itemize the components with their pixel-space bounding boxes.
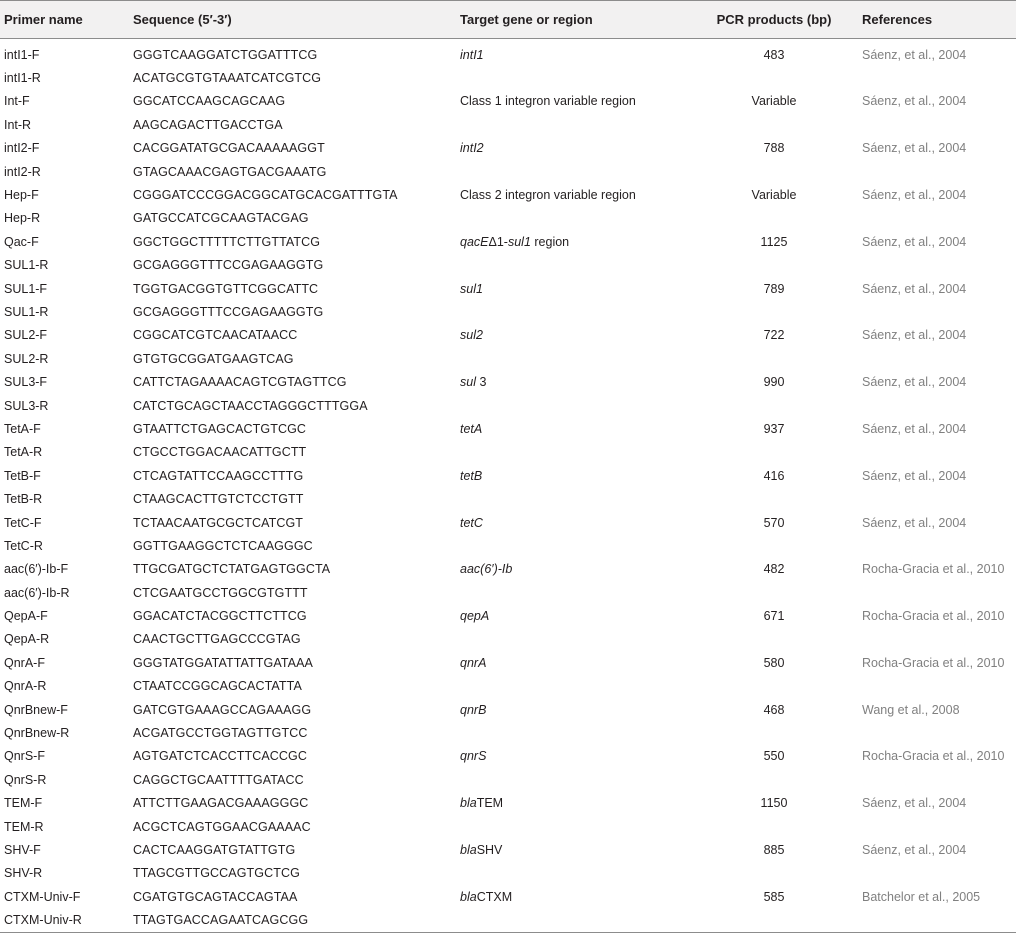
reference-cell xyxy=(858,487,1016,510)
target-cell xyxy=(456,908,690,932)
reference-cell xyxy=(858,441,1016,464)
reference-cell: Rocha-Gracia et al., 2010 xyxy=(862,655,1005,670)
pcr-product-cell xyxy=(690,815,858,838)
reference-cell: Rocha-Gracia et al., 2010 xyxy=(862,749,1005,764)
primer-name-cell: Int-R xyxy=(4,117,32,132)
sequence-cell: CATCTGCAGCTAACCTAGGGCTTTGGA xyxy=(133,398,368,413)
target-cell xyxy=(456,838,690,861)
primer-name-cell: SUL1-R xyxy=(4,304,49,319)
reference-cell xyxy=(858,347,1016,370)
primer-name-cell: SUL2-F xyxy=(4,328,48,343)
reference-cell: Sáenz, et al., 2004 xyxy=(862,281,967,296)
primer-name-cell: QnrA-R xyxy=(4,679,47,694)
reference-cell xyxy=(858,66,1016,89)
sequence-cell: CATTCTAGAAAACAGTCGTAGTTCG xyxy=(133,375,347,390)
table-row xyxy=(0,675,1016,698)
sequence-cell: GATCGTGAAAGCCAGAAAGG xyxy=(133,702,312,717)
pcr-product-cell xyxy=(690,534,858,557)
target-text: qnrA xyxy=(460,655,487,670)
target-text: SHV xyxy=(476,842,503,857)
sequence-cell: CGATGTGCAGTACCAGTAA xyxy=(133,889,298,904)
pcr-product-cell xyxy=(690,254,858,277)
reference-cell: Sáenz, et al., 2004 xyxy=(862,375,967,390)
target-cell xyxy=(456,464,690,487)
reference-cell xyxy=(858,862,1016,885)
sequence-cell: TTAGCGTTGCCAGTGCTCG xyxy=(133,866,300,881)
sequence-cell: CTAATCCGGCAGCACTATTA xyxy=(133,679,302,694)
table-row xyxy=(0,885,1016,908)
pcr-product-cell: 580 xyxy=(763,655,785,670)
header-sequence: Sequence (5′-3′) xyxy=(133,1,456,39)
target-cell xyxy=(456,721,690,744)
target-cell xyxy=(456,675,690,698)
reference-cell: Sáenz, et al., 2004 xyxy=(862,421,967,436)
target-cell xyxy=(456,66,690,89)
sequence-cell: GGCTGGCTTTTTCTTGTTATCG xyxy=(133,234,321,249)
table-row xyxy=(0,558,1016,581)
target-text: qacE xyxy=(460,234,489,249)
sequence-cell: GGGTCAAGGATCTGGATTTCG xyxy=(133,47,318,62)
target-cell xyxy=(456,370,690,393)
target-text: sul1 xyxy=(460,281,483,296)
pcr-product-cell xyxy=(690,441,858,464)
pcr-product-cell: 1150 xyxy=(760,796,788,811)
target-cell xyxy=(456,137,690,160)
table-row xyxy=(0,324,1016,347)
pcr-product-cell xyxy=(690,300,858,323)
target-text: qnrB xyxy=(460,702,487,717)
table-row xyxy=(0,137,1016,160)
target-cell xyxy=(456,277,690,300)
target-cell xyxy=(456,604,690,627)
primer-name-cell: Int-F xyxy=(4,94,30,109)
target-cell xyxy=(456,534,690,557)
sequence-cell: CAGGCTGCAATTTTGATACC xyxy=(133,772,304,787)
sequence-cell: ACGCTCAGTGGAACGAAAAC xyxy=(133,819,311,834)
table-row xyxy=(0,464,1016,487)
target-cell xyxy=(456,347,690,370)
target-text: Class 2 integron variable region xyxy=(460,188,636,203)
primer-name-cell: SUL3-R xyxy=(4,398,49,413)
reference-cell: Rocha-Gracia et al., 2010 xyxy=(862,562,1005,577)
target-cell xyxy=(456,254,690,277)
table-row xyxy=(0,534,1016,557)
table-row xyxy=(0,511,1016,534)
table-row xyxy=(0,838,1016,861)
target-text: tetB xyxy=(460,468,483,483)
primer-name-cell: intI1-F xyxy=(4,47,40,62)
target-cell xyxy=(456,511,690,534)
target-text: TEM xyxy=(476,796,504,811)
target-cell xyxy=(456,558,690,581)
sequence-cell: CGGGATCCCGGACGGCATGCACGATTTGTA xyxy=(133,188,398,203)
target-cell xyxy=(456,207,690,230)
pcr-product-cell xyxy=(690,113,858,136)
sequence-cell: TGGTGACGGTGTTCGGCATTC xyxy=(133,281,319,296)
primer-name-cell: SUL3-F xyxy=(4,375,48,390)
target-cell xyxy=(456,651,690,674)
table-row xyxy=(0,66,1016,89)
primer-name-cell: aac(6′)-Ib-F xyxy=(4,562,69,577)
target-text: bla xyxy=(460,889,477,904)
pcr-product-cell: 482 xyxy=(763,562,785,577)
target-cell xyxy=(456,628,690,651)
target-text: qepA xyxy=(460,609,490,624)
pcr-product-cell xyxy=(690,581,858,604)
reference-cell: Sáenz, et al., 2004 xyxy=(862,141,967,156)
table-row xyxy=(0,721,1016,744)
reference-cell: Sáenz, et al., 2004 xyxy=(862,94,967,109)
target-cell xyxy=(456,324,690,347)
table-row xyxy=(0,441,1016,464)
primer-name-cell: SUL1-F xyxy=(4,281,48,296)
primer-name-cell: aac(6′)-Ib-R xyxy=(4,585,70,600)
primer-name-cell: QnrS-F xyxy=(4,749,45,764)
sequence-cell: GGGTATGGATATTATTGATAAA xyxy=(133,655,313,670)
target-cell xyxy=(456,441,690,464)
sequence-cell: TCTAACAATGCGCTCATCGT xyxy=(133,515,304,530)
target-cell xyxy=(456,417,690,440)
reference-cell: Sáenz, et al., 2004 xyxy=(862,842,967,857)
target-text: bla xyxy=(460,796,477,811)
table-row xyxy=(0,230,1016,253)
sequence-cell: ACATGCGTGTAAATCATCGTCG xyxy=(133,71,322,86)
pcr-product-cell: 722 xyxy=(763,328,785,343)
table-row xyxy=(0,277,1016,300)
target-text: tetC xyxy=(460,515,483,530)
primer-name-cell: TetC-F xyxy=(4,515,42,530)
sequence-cell: CTCAGTATTCCAAGCCTTTG xyxy=(133,468,304,483)
table-row xyxy=(0,160,1016,183)
reference-cell: Sáenz, et al., 2004 xyxy=(862,796,967,811)
reference-cell: Sáenz, et al., 2004 xyxy=(862,47,967,62)
target-cell xyxy=(456,113,690,136)
primer-name-cell: QepA-F xyxy=(4,609,48,624)
sequence-cell: AGTGATCTCACCTTCACCGC xyxy=(133,749,307,764)
table-row xyxy=(0,581,1016,604)
target-text: intI1 xyxy=(460,47,484,62)
primer-name-cell: TEM-F xyxy=(4,796,43,811)
table-header xyxy=(0,1,1016,39)
pcr-product-cell: 585 xyxy=(763,889,785,904)
table-row xyxy=(0,370,1016,393)
primer-name-cell: SHV-F xyxy=(4,842,41,857)
target-text: CTXM xyxy=(476,889,513,904)
table-row xyxy=(0,792,1016,815)
pcr-product-cell: 990 xyxy=(763,375,785,390)
reference-cell xyxy=(858,207,1016,230)
reference-cell: Sáenz, et al., 2004 xyxy=(862,234,967,249)
reference-cell: Batchelor et al., 2005 xyxy=(862,889,981,904)
pcr-product-cell xyxy=(690,768,858,791)
target-text: sul xyxy=(460,375,476,390)
pcr-product-cell xyxy=(690,628,858,651)
primer-name-cell: TetB-F xyxy=(4,468,41,483)
table-row xyxy=(0,604,1016,627)
primer-name-cell: QnrS-R xyxy=(4,772,47,787)
primer-name-cell: TetA-F xyxy=(4,421,41,436)
pcr-product-cell: 937 xyxy=(763,421,785,436)
table-row xyxy=(0,183,1016,206)
pcr-product-cell: 468 xyxy=(763,702,785,717)
target-text: Class 1 integron variable region xyxy=(460,94,636,109)
pcr-product-cell xyxy=(690,908,858,932)
target-text: qnrS xyxy=(460,749,487,764)
sequence-cell: TTGCGATGCTCTATGAGTGGCTA xyxy=(133,562,331,577)
primer-name-cell: QnrA-F xyxy=(4,655,45,670)
pcr-product-cell xyxy=(690,347,858,370)
target-cell xyxy=(456,183,690,206)
sequence-cell: CACGGATATGCGACAAAAAGGT xyxy=(133,141,325,156)
target-cell xyxy=(456,300,690,323)
primer-name-cell: intI2-R xyxy=(4,164,41,179)
header-pcr-products: PCR products (bp) xyxy=(690,1,858,39)
pcr-product-cell xyxy=(690,394,858,417)
target-text: bla xyxy=(460,842,477,857)
target-text: sul1 xyxy=(507,234,531,249)
target-cell xyxy=(456,698,690,721)
target-cell xyxy=(456,581,690,604)
sequence-cell: CTCGAATGCCTGGCGTGTTT xyxy=(133,585,308,600)
table-body xyxy=(0,39,1016,933)
header-references: References xyxy=(858,1,1016,39)
pcr-product-cell xyxy=(690,66,858,89)
primer-name-cell: SHV-R xyxy=(4,866,43,881)
pcr-product-cell: 885 xyxy=(763,842,785,857)
reference-cell xyxy=(858,254,1016,277)
reference-cell xyxy=(858,534,1016,557)
target-cell xyxy=(456,394,690,417)
sequence-cell: CTGCCTGGACAACATTGCTT xyxy=(133,445,307,460)
target-cell xyxy=(456,230,690,253)
table-row xyxy=(0,300,1016,323)
primer-name-cell: CTXM-Univ-F xyxy=(4,889,81,904)
primer-name-cell: TetC-R xyxy=(4,538,43,553)
pcr-product-cell: 570 xyxy=(763,515,785,530)
sequence-cell: GCGAGGGTTTCCGAGAAGGTG xyxy=(133,258,324,273)
table-row xyxy=(0,768,1016,791)
table-row xyxy=(0,394,1016,417)
target-cell xyxy=(456,90,690,113)
primer-name-cell: Hep-R xyxy=(4,211,41,226)
target-cell xyxy=(456,768,690,791)
primer-name-cell: CTXM-Univ-R xyxy=(0,908,133,932)
reference-cell xyxy=(858,300,1016,323)
sequence-cell: CTAAGCACTTGTCTCCTGTT xyxy=(133,492,304,507)
reference-cell xyxy=(858,581,1016,604)
primer-name-cell: intI2-F xyxy=(4,141,40,156)
primer-name-cell: TetB-R xyxy=(4,492,43,507)
primer-name-cell: Qac-F xyxy=(4,234,39,249)
target-cell xyxy=(456,160,690,183)
pcr-product-cell: 483 xyxy=(763,47,785,62)
pcr-product-cell: 416 xyxy=(763,468,785,483)
reference-cell xyxy=(858,768,1016,791)
pcr-product-cell xyxy=(690,721,858,744)
reference-cell: Wang et al., 2008 xyxy=(862,702,960,717)
pcr-product-cell: 671 xyxy=(763,609,785,624)
primer-name-cell: SUL1-R xyxy=(4,258,49,273)
table-row xyxy=(0,628,1016,651)
target-cell xyxy=(456,39,690,67)
target-cell xyxy=(456,792,690,815)
target-cell xyxy=(456,815,690,838)
reference-cell xyxy=(858,628,1016,651)
target-cell xyxy=(456,862,690,885)
primer-name-cell: QnrBnew-F xyxy=(4,702,68,717)
sequence-cell: CACTCAAGGATGTATTGTG xyxy=(133,842,296,857)
reference-cell: Rocha-Gracia et al., 2010 xyxy=(862,609,1005,624)
reference-cell xyxy=(858,113,1016,136)
target-text: intI2 xyxy=(460,141,484,156)
table-row xyxy=(0,254,1016,277)
sequence-cell: CGGCATCGTCAACATAACC xyxy=(133,328,298,343)
table-row xyxy=(0,113,1016,136)
pcr-product-cell xyxy=(690,862,858,885)
pcr-product-cell: Variable xyxy=(751,94,797,109)
sequence-cell: GGCATCCAAGCAGCAAG xyxy=(133,94,286,109)
target-cell xyxy=(456,487,690,510)
table-row xyxy=(0,417,1016,440)
reference-cell xyxy=(858,394,1016,417)
reference-cell xyxy=(858,908,1016,932)
sequence-cell: TTAGTGACCAGAATCAGCGG xyxy=(133,908,456,932)
table-row xyxy=(0,651,1016,674)
pcr-product-cell: Variable xyxy=(751,188,797,203)
target-text: sul2 xyxy=(460,328,483,343)
pcr-product-cell: 789 xyxy=(763,281,785,296)
table-row xyxy=(0,39,1016,67)
pcr-product-cell xyxy=(690,675,858,698)
pcr-product-cell: 1125 xyxy=(760,234,788,249)
sequence-cell: GCGAGGGTTTCCGAGAAGGTG xyxy=(133,304,324,319)
reference-cell: Sáenz, et al., 2004 xyxy=(862,328,967,343)
header-primer-name: Primer name xyxy=(0,1,133,39)
sequence-cell: GTGTGCGGATGAAGTCAG xyxy=(133,351,294,366)
reference-cell xyxy=(858,160,1016,183)
reference-cell xyxy=(858,721,1016,744)
target-text: aac(6′)-Ib xyxy=(460,562,513,577)
sequence-cell: GGACATCTACGGCTTCTTCG xyxy=(133,609,307,624)
reference-cell xyxy=(858,675,1016,698)
table-row xyxy=(0,207,1016,230)
reference-cell: Sáenz, et al., 2004 xyxy=(862,468,967,483)
sequence-cell: CAACTGCTTGAGCCCGTAG xyxy=(133,632,301,647)
target-text: 3 xyxy=(475,375,487,390)
header-row xyxy=(0,1,1016,39)
reference-cell: Sáenz, et al., 2004 xyxy=(862,188,967,203)
table-row xyxy=(0,815,1016,838)
primer-name-cell: TetA-R xyxy=(4,445,43,460)
pcr-product-cell: 788 xyxy=(763,141,785,156)
sequence-cell: GATGCCATCGCAAGTACGAG xyxy=(133,211,309,226)
primer-name-cell: Hep-F xyxy=(4,188,39,203)
table-row xyxy=(0,698,1016,721)
sequence-cell: GGTTGAAGGCTCTCAAGGGC xyxy=(133,538,313,553)
table-row xyxy=(0,347,1016,370)
sequence-cell: ATTCTTGAAGACGAAAGGGC xyxy=(133,796,309,811)
reference-cell: Sáenz, et al., 2004 xyxy=(862,515,967,530)
sequence-cell: AAGCAGACTTGACCTGA xyxy=(133,117,283,132)
target-cell xyxy=(456,745,690,768)
sequence-cell: GTAGCAAACGAGTGACGAAATG xyxy=(133,164,327,179)
primer-name-cell: QnrBnew-R xyxy=(4,726,70,741)
sequence-cell: GTAATTCTGAGCACTGTCGC xyxy=(133,421,307,436)
table-row xyxy=(0,862,1016,885)
target-text: tetA xyxy=(460,421,483,436)
target-text: region xyxy=(530,234,570,249)
pcr-product-cell xyxy=(690,160,858,183)
pcr-product-cell: 550 xyxy=(763,749,785,764)
pcr-product-cell xyxy=(690,487,858,510)
table-row xyxy=(0,90,1016,113)
header-target: Target gene or region xyxy=(456,1,690,39)
primer-name-cell: QepA-R xyxy=(4,632,50,647)
table-row xyxy=(0,908,1016,932)
target-text: Δ1- xyxy=(488,234,508,249)
primer-name-cell: SUL2-R xyxy=(4,351,49,366)
table-row xyxy=(0,487,1016,510)
sequence-cell: ACGATGCCTGGTAGTTGTCC xyxy=(133,726,308,741)
reference-cell xyxy=(858,815,1016,838)
target-cell xyxy=(456,885,690,908)
primer-name-cell: intI1-R xyxy=(4,71,41,86)
pcr-product-cell xyxy=(690,207,858,230)
primer-name-cell: TEM-R xyxy=(4,819,44,834)
table-row xyxy=(0,745,1016,768)
